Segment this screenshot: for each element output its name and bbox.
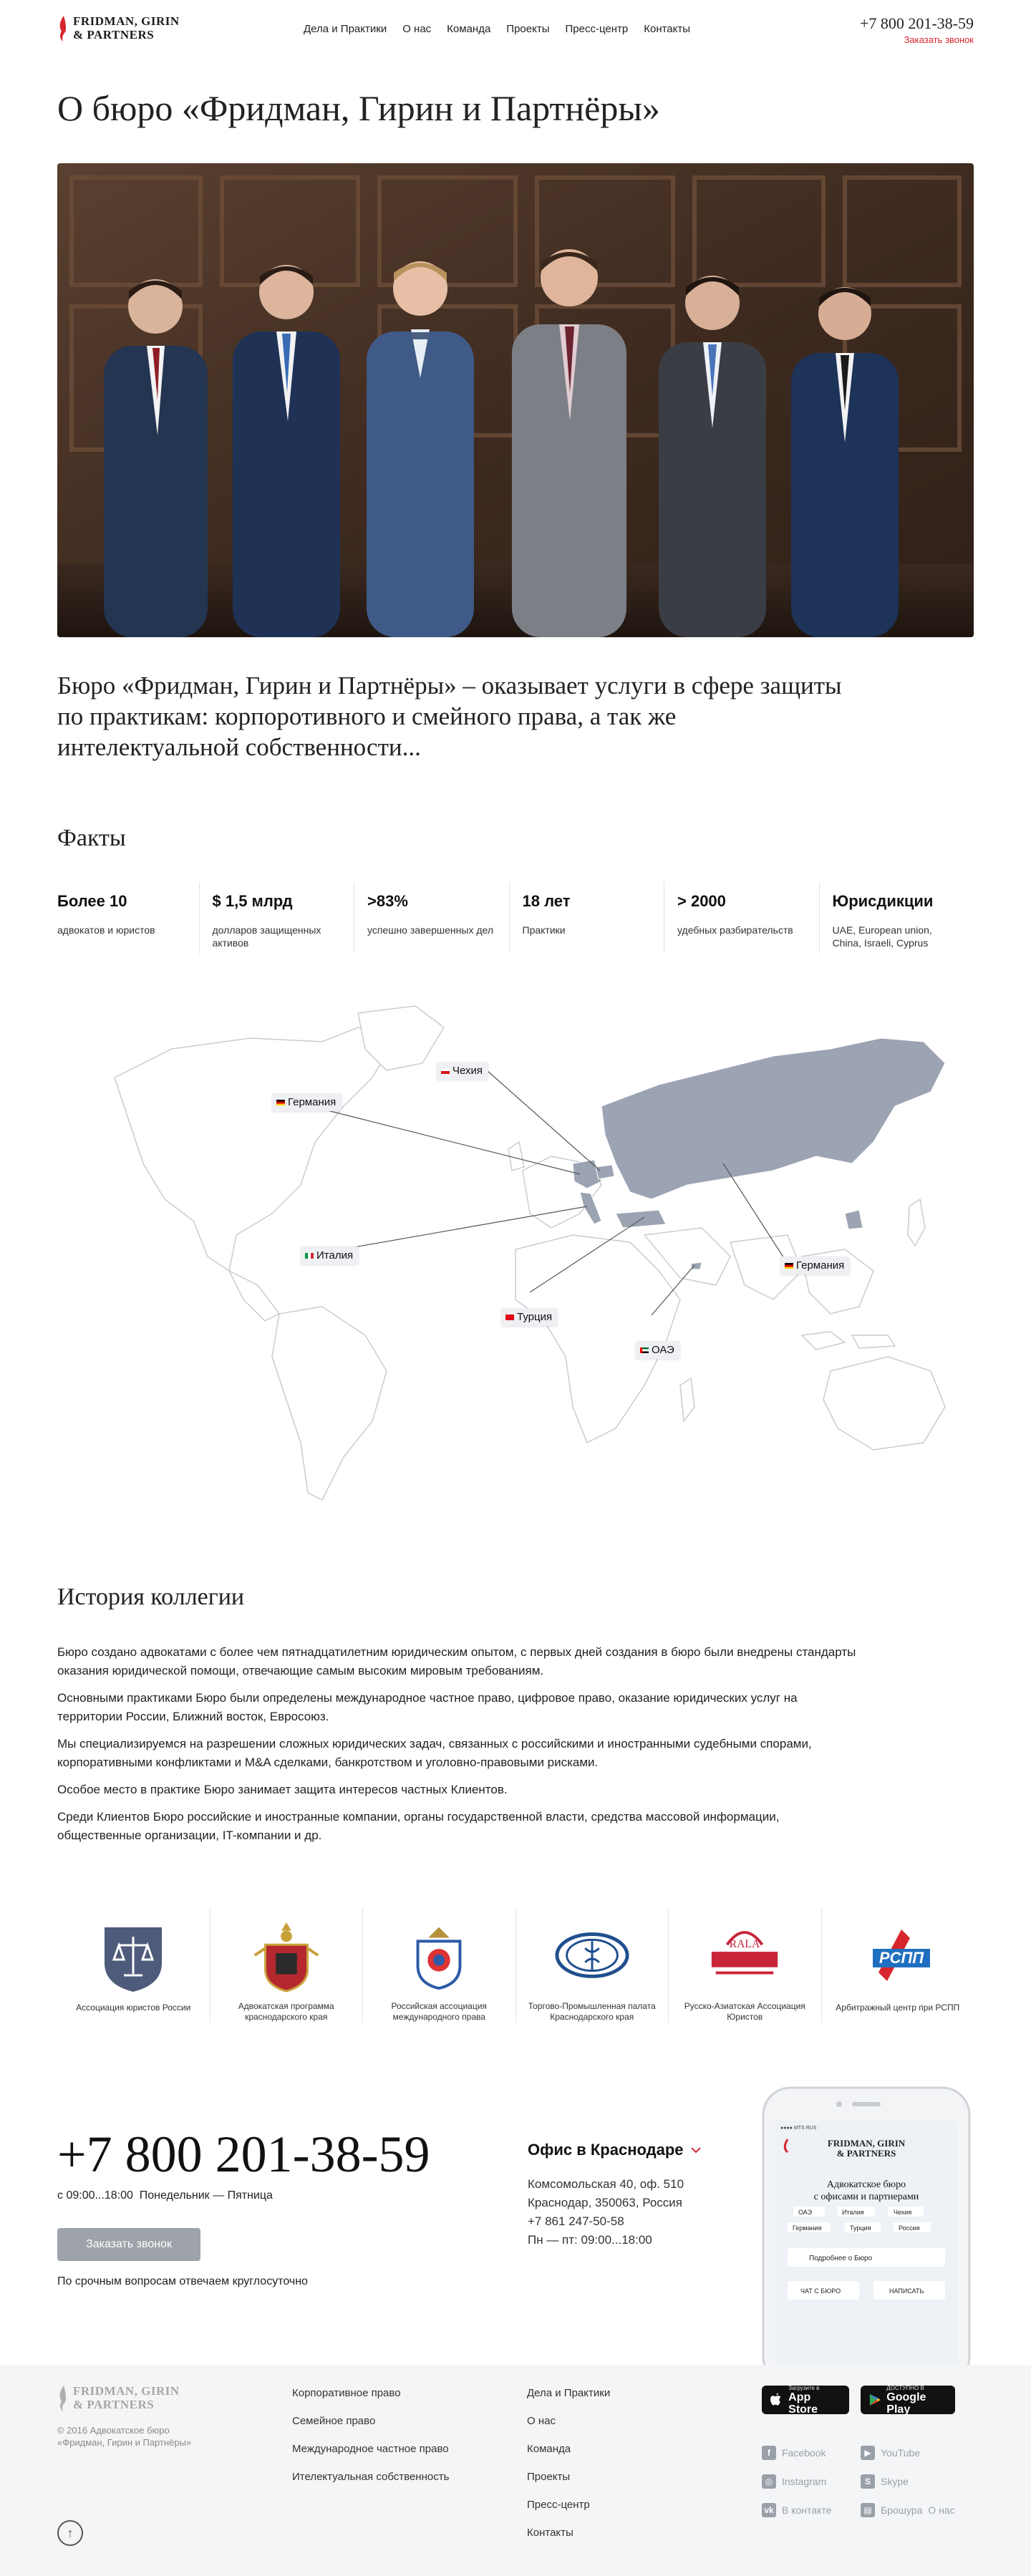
- fact-desc: долларов защищенных активов: [212, 924, 321, 949]
- social-label: Skype: [881, 2476, 909, 2487]
- partner-caption: Адвокатская программа краснодарского края: [238, 2001, 334, 2022]
- fact-value: Юрисдикции: [832, 892, 934, 910]
- rala-logo-text: RALA: [729, 1938, 760, 1951]
- partner-caption: Российская ассоциация международного права: [391, 2001, 487, 2022]
- google-play-label: Google Play: [886, 2391, 926, 2416]
- partner-caption: Ассоциация юристов России: [76, 2003, 191, 2013]
- fact-item: [509, 882, 664, 954]
- mockup-write: НАПИСАТЬ: [889, 2287, 924, 2295]
- apple-icon: [770, 2393, 783, 2407]
- site-logo[interactable]: [57, 14, 180, 43]
- mockup-tag: Германия: [793, 2224, 822, 2232]
- office-block: [528, 2141, 701, 2250]
- footer-link[interactable]: Ителектуальная собственность: [292, 2471, 450, 2483]
- partner-caption: Торгово-Промышленная палата Краснодарского края: [528, 2001, 656, 2022]
- fact-item: [354, 882, 509, 954]
- brochure-link[interactable]: [861, 2503, 955, 2517]
- footer-link[interactable]: Контакты: [527, 2527, 573, 2539]
- main-nav: [304, 23, 690, 35]
- office-title: Офис в Краснодаре: [528, 2141, 684, 2159]
- footer-link[interactable]: Пресс-центр: [527, 2499, 590, 2511]
- logo-line-2: & PARTNERS: [73, 28, 155, 42]
- map-pin-czechia[interactable]: [437, 1062, 488, 1080]
- history-paragraph: Среди Клиентов Бюро российские и иностранные компании, органы государственной власти, средства массовой информации, общественные организации, IT-компании и др.: [57, 1810, 780, 1842]
- social-label: Facebook: [782, 2447, 826, 2459]
- header-contact: [860, 14, 974, 45]
- partner-item[interactable]: [668, 1908, 821, 2023]
- social-vk[interactable]: [762, 2503, 831, 2517]
- lawyers-association-logo: [94, 1917, 173, 1995]
- history-paragraph: Особое место в практике Бюро занимает защита интересов частных Клиентов.: [57, 1783, 508, 1796]
- footer-link[interactable]: Дела и Практики: [527, 2387, 611, 2399]
- map-pin-label: Германия: [288, 1096, 337, 1108]
- partner-caption: Арбитражный центр при РСПП: [836, 2003, 960, 2013]
- mockup-status: ●●●● MTS RUS: [780, 2126, 817, 2131]
- footer-logo-line-1: FRIDMAN, GIRIN: [73, 2384, 180, 2398]
- document-icon: ▤: [861, 2503, 875, 2517]
- footer-practices: [292, 2387, 449, 2483]
- history-paragraph: Бюро создано адвокатами с более чем пятнадцатилетним юридическим опытом, с первых дней создания в бюро были внедрены стандарты оказания юридической помощи, отвечающие самым высоким мировым требованиям.: [57, 1645, 856, 1677]
- facts-grid: [57, 882, 974, 954]
- footer-nav: [527, 2387, 610, 2539]
- rala-logo: [705, 1917, 784, 1994]
- map-pin-label: Турция: [517, 1311, 553, 1323]
- footer-link[interactable]: О нас: [527, 2415, 556, 2427]
- google-play-small: ДОСТУПНО В: [886, 2384, 924, 2391]
- social-instagram[interactable]: [762, 2474, 826, 2489]
- app-mockup: [759, 2083, 974, 2384]
- mockup-logo-2: & PARTNERS: [836, 2148, 896, 2159]
- nav-about[interactable]: О нас: [402, 23, 432, 35]
- social-label: YouTube: [881, 2447, 921, 2459]
- footer-logo-line-2: & PARTNERS: [73, 2398, 155, 2411]
- partner-item[interactable]: [516, 1908, 669, 2023]
- fact-desc: Практики: [522, 924, 566, 936]
- world-map: [86, 999, 974, 1514]
- map-pin-germany[interactable]: [272, 1093, 342, 1111]
- chevron-down-icon: [691, 2146, 701, 2154]
- hours-days: Понедельник — Пятница: [139, 2189, 273, 2202]
- mockup-logo-1: FRIDMAN, GIRIN: [827, 2138, 906, 2149]
- fact-desc: UAE, European union, China, Israeli, Cyprus: [832, 924, 932, 949]
- header-callback-link[interactable]: Заказать звонок: [904, 34, 974, 45]
- callback-button[interactable]: Заказать звонок: [57, 2228, 200, 2261]
- header-phone[interactable]: +7 800 201-38-59: [859, 14, 974, 32]
- footer-link[interactable]: Международное частное право: [292, 2443, 449, 2455]
- nav-projects[interactable]: Проекты: [506, 23, 550, 35]
- mockup-tag: ОАЭ: [798, 2209, 813, 2216]
- hours-time: с 09:00...18:00: [57, 2189, 133, 2202]
- fact-item: [819, 882, 974, 954]
- logo-flame-icon: [57, 2384, 67, 2413]
- fact-item: [57, 882, 199, 954]
- social-youtube[interactable]: [861, 2446, 920, 2460]
- social-label: Брошура: [881, 2504, 923, 2516]
- address-line[interactable]: +7 861 247-50-58: [528, 2214, 624, 2228]
- rspp-logo-text: РСПП: [878, 1949, 924, 1967]
- fact-value: 18 лет: [522, 892, 571, 910]
- social-label: В контакте: [782, 2504, 832, 2516]
- nav-team[interactable]: Команда: [447, 23, 491, 35]
- lead-text: Бюро «Фридман, Гирин и Партнёры» – оказывает услуги в сфере защиты по практикам: корпоротивного и смейного права, а так же интелектуальной собственности...: [57, 672, 842, 761]
- fact-desc: адвокатов и юристов: [57, 924, 155, 936]
- app-store-small: Загрузите в: [788, 2384, 820, 2391]
- chamber-of-commerce-logo: [553, 1917, 631, 1994]
- map-pin-label: Италия: [316, 1249, 354, 1262]
- address-line: Пн — пт: 09:00...18:00: [528, 2233, 652, 2247]
- map-pin-uae[interactable]: [636, 1341, 680, 1359]
- mockup-chat: ЧАТ С БЮРО: [800, 2287, 841, 2295]
- fact-value: Более 10: [57, 892, 127, 910]
- vk-icon: vk: [762, 2503, 776, 2517]
- page-title: О бюро «Фридман, Гирин и Партнёры»: [57, 88, 660, 128]
- mockup-tag: Чехия: [894, 2209, 912, 2216]
- google-play-button[interactable]: [861, 2386, 955, 2414]
- footer-copyright: [57, 2424, 191, 2449]
- contact-hours: [57, 2189, 273, 2202]
- office-selector[interactable]: [528, 2141, 701, 2159]
- contact-phone[interactable]: +7 800 201-38-59: [57, 2126, 430, 2183]
- map-pin-turkey[interactable]: [501, 1308, 558, 1326]
- history-heading: История коллегии: [57, 1584, 245, 1610]
- footer-link[interactable]: Команда: [527, 2443, 571, 2455]
- team-photo: [57, 163, 974, 637]
- fact-item: [664, 882, 819, 954]
- copyright-line: «Фридман, Гирин и Партнёры»: [57, 2437, 192, 2448]
- fact-value: $ 1,5 млрд: [212, 892, 293, 910]
- partners-strip: [57, 1908, 974, 2023]
- mockup-tag: Италия: [842, 2209, 864, 2216]
- map-pin-label: Чехия: [452, 1065, 483, 1077]
- history-paragraph: Мы специализируемся на разрешении сложных юридических задач, связанных с российскими и иностранными судебными спорами, корпоративными конфликтами и M&A сделками, банкротством и уголовно-правовыми рисками.: [57, 1737, 812, 1769]
- partner-item[interactable]: [821, 1908, 974, 2023]
- facebook-icon: f: [762, 2446, 776, 2460]
- footer-link[interactable]: Корпоративное право: [292, 2387, 401, 2399]
- social-facebook[interactable]: [762, 2446, 826, 2460]
- rspp-logo: [858, 1917, 937, 1995]
- app-store-button[interactable]: [762, 2386, 849, 2414]
- partner-item[interactable]: [57, 1908, 210, 2023]
- footer-link[interactable]: Семейное право: [292, 2415, 376, 2427]
- address-line: Краснодар, 350063, Россия: [528, 2196, 682, 2209]
- fact-desc: успешно завершенных дел: [367, 924, 493, 936]
- map-pin-italy[interactable]: [301, 1246, 359, 1264]
- social-label: Instagram: [782, 2476, 827, 2487]
- history-text: [57, 1643, 859, 1854]
- partner-item[interactable]: [362, 1908, 516, 2023]
- app-store-label: App Store: [788, 2391, 818, 2416]
- mockup-headline: Адвокатское бюро с офисами и партнерами: [813, 2179, 919, 2202]
- map-pin-label: Германия: [796, 1259, 845, 1272]
- logo-flame-icon: [57, 14, 67, 43]
- history-paragraph: Основными практиками Бюро были определены международное частное право, цифровое право, оказание юридических услуг на территории России, Ближний восток, Евросоюз.: [57, 1691, 798, 1723]
- partner-caption: Русско-Азиатская Ассоциация Юристов: [684, 2001, 805, 2022]
- fact-desc: удебных разбирательств: [677, 924, 793, 936]
- social-label: О нас: [928, 2504, 955, 2516]
- fact-value: > 2000: [677, 892, 726, 910]
- footer-link[interactable]: Проекты: [527, 2471, 571, 2483]
- fact-value: >83%: [367, 892, 408, 910]
- map-pin-label: ОАЭ: [652, 1344, 674, 1356]
- copyright-line: © 2016 Адвокатское бюро: [57, 2425, 170, 2436]
- mockup-tag: Турция: [850, 2224, 871, 2232]
- partner-item[interactable]: [210, 1908, 363, 2023]
- skype-icon: S: [861, 2474, 875, 2489]
- logo-line-1: FRIDMAN, GIRIN: [73, 14, 180, 28]
- address-line: Комсомольская 40, оф. 510: [528, 2177, 684, 2191]
- facts-heading: Факты: [57, 825, 126, 851]
- advocates-chamber-logo: [247, 1917, 326, 1994]
- google-play-icon: [869, 2393, 881, 2407]
- scroll-up-button[interactable]: [57, 2520, 83, 2546]
- mockup-more: Подробнее о Бюро: [809, 2255, 873, 2262]
- instagram-icon: ◎: [762, 2474, 776, 2489]
- footer-logo[interactable]: [57, 2384, 180, 2413]
- youtube-icon: ▶: [861, 2446, 875, 2460]
- nav-cases[interactable]: Дела и Практики: [304, 23, 387, 35]
- urgent-note: По срочным вопросам отвечаем круглосуточно: [57, 2275, 308, 2287]
- nav-press[interactable]: Пресс-центр: [565, 23, 629, 35]
- nav-contacts[interactable]: Контакты: [644, 23, 691, 35]
- arrow-up-icon: ↑: [67, 2525, 74, 2540]
- intl-law-association-logo: [400, 1917, 478, 1994]
- fact-item: [199, 882, 354, 954]
- social-skype[interactable]: [861, 2474, 909, 2489]
- office-address: [528, 2175, 701, 2250]
- mockup-tag: Россия: [899, 2224, 920, 2232]
- map-pin-germany-2[interactable]: [780, 1256, 850, 1274]
